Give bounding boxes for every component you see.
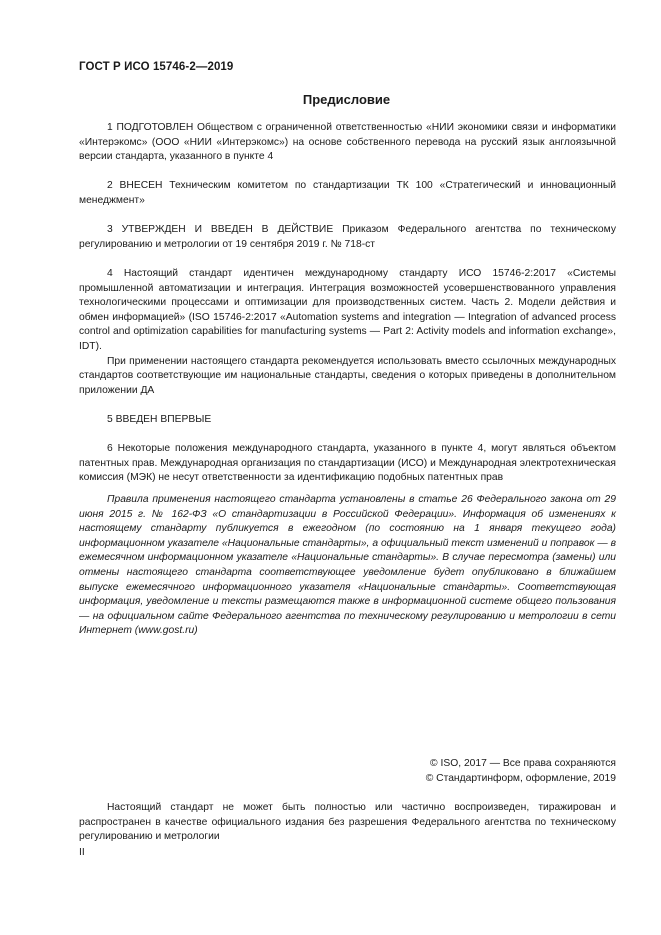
page-title: Предисловие	[302, 92, 391, 107]
standard-usage-notice	[79, 493, 616, 639]
notice-text: Правила применения настоящего стандарта установлены в статье 26 Федерального закона от 29 июня 2015 г. № 162-ФЗ «О стандартизации в Российской Федерации». Информация об изменениях к настоящему стандарту публикуется в ежегодном (по состоянию на 1 января текущего года) информационном указателе «Национальные стандарты», а официальный текст изменений и поправок — в ежемесячном информационном указателе «Национальные стандарты». В случае пересмотра (замены) или отмены настоящего стандарта соответствующее уведомление будет опубликовано в ближайшем выпуске ежемесячного информационного указателя «Национальные стандарты». Соответствующая информация, уведомление и тексты размещаются также в информационной системе общего пользования — на официальном сайте Федерального агентства по техническому регулированию и метрологии в сети Интернет (www.gost.ru)	[79, 494, 616, 637]
paragraph-2: 2 ВНЕСЕН Техническим комитетом по стандартизации ТК 100 «Стратегический и инновационный менеджмент»	[79, 180, 616, 206]
copyright-standartinform: © Стандартинформ, оформление, 2019	[425, 772, 616, 784]
copyright-block	[426, 757, 616, 786]
reproduction-text: Настоящий стандарт не может быть полностью или частично воспроизведен, тиражирован и распространен в качестве официального издания без разрешения Федерального агентства по техническому регулированию и метрологии	[79, 802, 616, 843]
paragraph-6: 6 Некоторые положения международного стандарта, указанного в пункте 4, могут являться объектом патентных прав. Международная организация по стандартизации (ИСО) и Международная электротехническая комиссия (МЭК) не несут ответственности за идентификацию подобных патентных прав	[79, 443, 616, 484]
paragraph-1: 1 ПОДГОТОВЛЕН Обществом с ограниченной ответственностью «НИИ экономики связи и информатики «Интерэкомс» (ООО «НИИ «Интерэкомс») на основе собственного перевода на русский язык англоязычной версии стандарта, указанного в пункте 4	[79, 122, 616, 163]
page-number: II	[79, 847, 85, 858]
paragraph-4: 4 Настоящий стандарт идентичен международному стандарту ИСО 15746-2:2017 «Системы промышленной автоматизации и интеграция. Интеграция возможностей усовершенствованного управления технологическими процессами и оптимизации для производственных систем. Часть 2. Модели действия и обмен информацией» (ISO 15746-2:2017 «Automation systems and integration — Integration of advanced process control and optimization capabilities for manufacturing systems — Part 2: Activity models and information exchange», IDT).	[79, 267, 616, 352]
paragraph-4-note: При применении настоящего стандарта рекомендуется использовать вместо ссылочных международных стандартов соответствующие им национальные стандарты, сведения о которых приведены в дополнительном приложении ДА	[79, 355, 616, 396]
document-header: ГОСТ Р ИСО 15746-2—2019	[79, 61, 234, 73]
preface-section	[79, 121, 616, 486]
paragraph-5: 5 ВВЕДЕН ВПЕРВЫЕ	[107, 413, 212, 425]
reproduction-notice	[79, 801, 616, 845]
paragraph-3: 3 УТВЕРЖДЕН И ВВЕДЕН В ДЕЙСТВИЕ Приказом Федерального агентства по техническому регулированию и метрологии от 19 сентября 2019 г. № 718-ст	[79, 224, 616, 250]
copyright-iso: © ISO, 2017 — Все права сохраняются	[430, 758, 616, 769]
